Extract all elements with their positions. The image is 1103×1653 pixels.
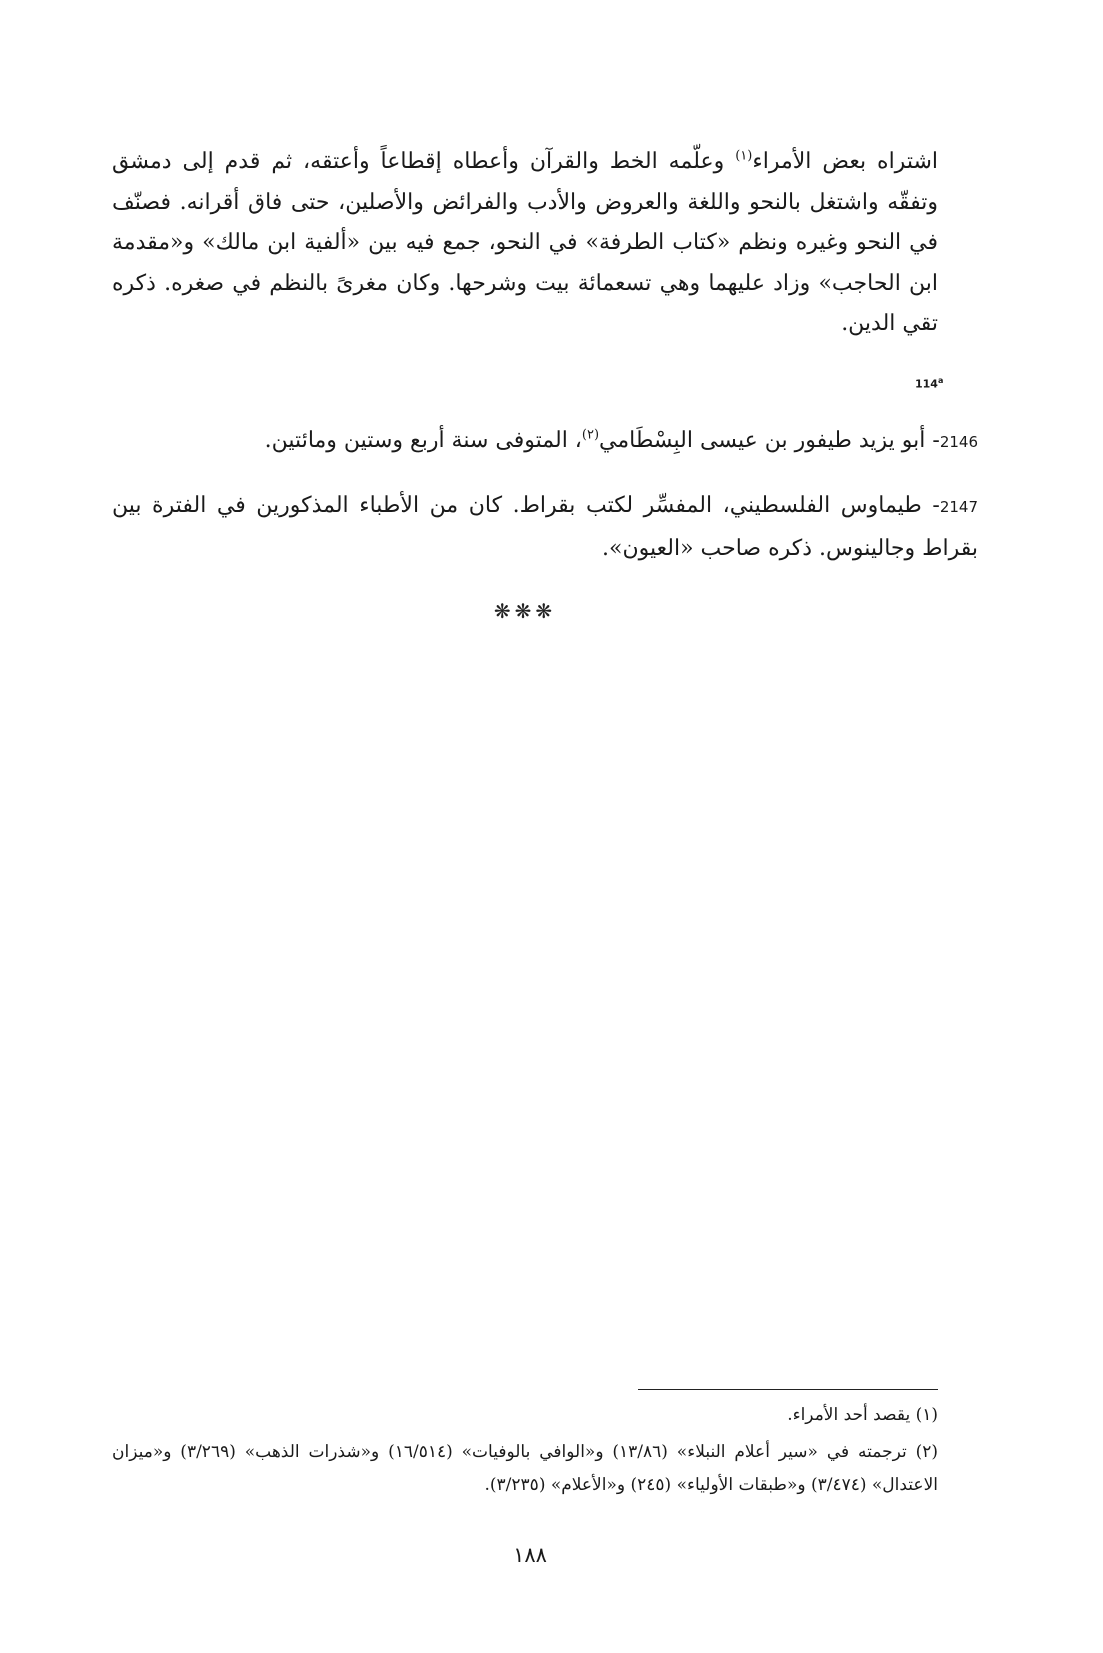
footnote-ref-1: (١) — [735, 148, 753, 164]
entry-2145-continuation — [112, 142, 938, 345]
section-divider-stars: ❋❋❋ — [493, 599, 557, 623]
entry-2147 — [112, 485, 978, 570]
entry-2145-text-start: اشتراه بعض الأمراء — [752, 149, 938, 174]
footnote-separator-rule — [638, 1389, 938, 1390]
entry-2146-text-start: أبو يزيد طيفور بن عيسى البِسْطَامي — [599, 428, 926, 453]
footnote-1: (١) يقصد أحد الأمراء. — [787, 1405, 938, 1425]
entry-2146-number: 2146 — [939, 433, 978, 451]
footnote-2: (٢) ترجمته في «سير أعلام النبلاء» (١٣/٨٦) و«الوافي بالوفيات» (١٦/٥١٤) و«شذرات الذهب» (٣/٢٦٩) و«ميزان الاعتدال» (٣/٤٧٤) و«طبقات الأولياء» (٢٤٥) و«الأعلام» (٣/٢٣٥). — [112, 1442, 938, 1495]
entry-2145-text-rest: وعلّمه الخط والقرآن وأعطاه إقطاعاً وأعتقه، ثم قدم إلى دمشق وتفقّه واشتغل بالنحو واللغة والعروض والأدب والفرائض والأصلين، حتى فاق أقرانه. فصنّف في النحو وغيره ونظم «كتاب الطرفة» في النحو، جمع فيه بين «ألفية ابن مالك» و«مقدمة ابن الحاجب» وزاد عليهما وهي تسعمائة بيت وشرحها. وكان مغرىً بالنظم في صغره. ذكره تقي الدين. — [112, 149, 938, 336]
entry-2147-text: طيماوس الفلسطيني، المفسِّر لكتب بقراط. كان من الأطباء المذكورين في الفترة بين بقراط وجالينوس. ذكره صاحب «العيون». — [112, 493, 978, 561]
page-number: ١٨٨ — [513, 1543, 547, 1567]
entry-2146-text-rest: ، المتوفى سنة أربع وستين ومائتين. — [264, 428, 582, 453]
entry-2147-dash: - — [921, 493, 940, 518]
footnote-ref-2: (٢) — [581, 427, 600, 443]
folio-number: 114 — [915, 377, 938, 391]
entry-2146 — [112, 421, 978, 462]
entry-2147-number: 2147 — [939, 498, 978, 516]
manuscript-folio-marker — [915, 376, 943, 391]
folio-side: a — [937, 376, 944, 385]
entry-2146-dash: - — [925, 428, 940, 453]
